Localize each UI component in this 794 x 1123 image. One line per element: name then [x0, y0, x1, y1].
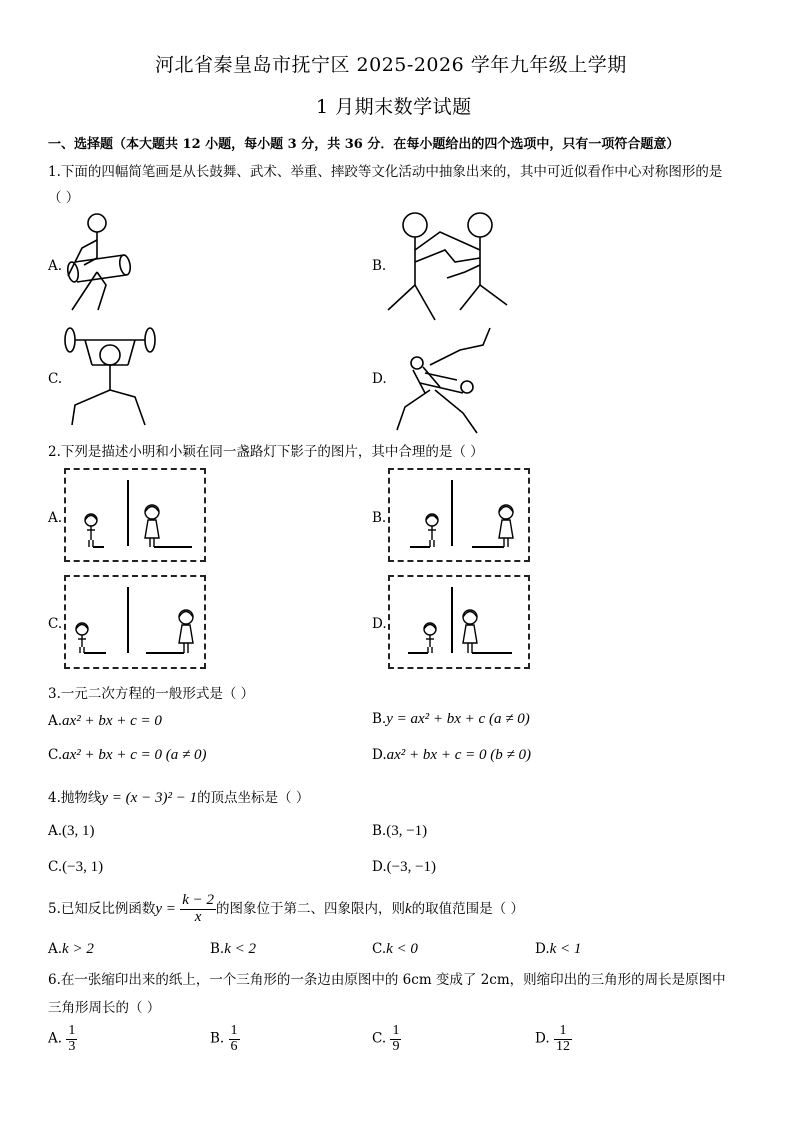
q3-label-b: B.: [372, 711, 387, 727]
q5-option-c: [372, 941, 418, 958]
q4-label-a: A.: [48, 823, 63, 839]
q6-a-den: 3: [68, 1038, 76, 1054]
q1-label-d: D.: [372, 371, 387, 387]
q2-label-a: A.: [48, 510, 63, 526]
q6-option-c: [372, 1024, 401, 1054]
q5-option-a-text: k > 2: [62, 941, 94, 957]
q6-b-den: 6: [230, 1038, 238, 1054]
q3-option-d-text: ax² + bx + c = 0 (b ≠ 0): [386, 747, 531, 763]
q4-stem-post: 的顶点坐标是（ ）: [197, 790, 310, 806]
q1-figure-b-martial-arts: [385, 210, 515, 320]
q3-option-b-text: y = ax² + bx + c (a ≠ 0): [386, 711, 530, 727]
q5-fraction: [180, 893, 216, 926]
q4-option-a: [48, 823, 95, 840]
q5-stem-post: 的图象位于第二、四象限内，则: [216, 900, 405, 917]
q5-stem-pre: 5.已知反比例函数: [48, 900, 156, 917]
q4-option-d-text: (−3, −1): [386, 859, 437, 875]
q6-option-d-frac: [554, 1024, 572, 1054]
q5-option-c-text: k < 0: [386, 941, 418, 957]
q1-label-b: B.: [372, 258, 387, 274]
q6-label-c: C.: [372, 1030, 387, 1047]
q4-stem-pre: 4.抛物线: [48, 790, 102, 806]
q4-option-c-text: (−3, 1): [62, 859, 104, 875]
q1-stem-paren: （ ）: [48, 190, 80, 206]
q3-option-d: [372, 747, 531, 764]
q5-k: k: [405, 900, 412, 917]
q6-label-b: B.: [210, 1030, 225, 1047]
q5-option-d: [535, 941, 581, 958]
q2-stem: 2.下列是描述小明和小颖在同一盏路灯下影子的图片，其中合理的是（ ）: [48, 444, 484, 460]
q4-option-a-text: (3, 1): [62, 823, 95, 839]
q6-option-c-frac: [390, 1024, 401, 1054]
q3-option-c-text: ax² + bx + c = 0 (a ≠ 0): [62, 747, 207, 763]
q3-option-a: [48, 713, 162, 730]
q2-figure-d: [388, 575, 530, 669]
q5-fraction-num: k − 2: [182, 892, 214, 908]
q6-option-b-frac: [229, 1024, 240, 1054]
q2-figure-a: [64, 468, 206, 562]
q6-b-num: 1: [230, 1023, 238, 1038]
q2-label-c: C.: [48, 616, 63, 632]
q6-stem-line1: 6.在一张缩印出来的纸上，一个三角形的一条边由原图中的 6cm 变成了 2cm，则缩印出的三角形的周长是原图中: [48, 972, 726, 988]
q2-label-b: B.: [372, 510, 387, 526]
q6-option-d: [535, 1024, 572, 1054]
q4-option-d: [372, 859, 436, 876]
q5-stem: [48, 893, 524, 926]
q3-label-d: D.: [372, 747, 387, 763]
q5-y-eq: y =: [155, 900, 176, 917]
q4-label-c: C.: [48, 859, 63, 875]
q1-stem: 1.下面的四幅简笔画是从长鼓舞、武术、举重、摔跤等文化活动中抽象出来的，其中可近似看作中心对称图形的是: [48, 164, 723, 180]
q6-option-a: [48, 1024, 77, 1054]
q2-label-d: D.: [372, 616, 387, 632]
q3-stem: 3.一元二次方程的一般形式是（ ）: [48, 686, 255, 702]
q1-figure-a-drum-dance: [60, 210, 150, 320]
q4-option-c: [48, 859, 103, 876]
page-title: 河北省秦皇岛市抚宁区 2025-2026 学年九年级上学期: [155, 54, 627, 76]
q4-option-b: [372, 823, 427, 840]
q5-option-d-text: k < 1: [549, 941, 582, 957]
q1-figure-d-wrestling: [385, 325, 500, 435]
q4-label-d: D.: [372, 859, 387, 875]
q3-label-a: A.: [48, 713, 63, 729]
q3-label-c: C.: [48, 747, 63, 763]
q1-label-a: A.: [48, 258, 63, 274]
q6-stem-line2: 三角形周长的（ ）: [48, 1000, 161, 1016]
q6-a-num: 1: [68, 1023, 76, 1038]
section-heading: 一、选择题（本大题共 12 小题，每小题 3 分，共 36 分．在每小题给出的四个选项中，只有一项符合题意）: [48, 137, 680, 152]
q4-option-b-text: (3, −1): [386, 823, 428, 839]
q5-label-d: D.: [535, 941, 550, 957]
q6-option-b: [210, 1024, 240, 1054]
q3-option-b: [372, 711, 530, 728]
q5-option-b-text: k < 2: [224, 941, 256, 957]
q2-figure-b: [388, 468, 530, 562]
q5-label-c: C.: [372, 941, 387, 957]
q5-stem-end: 的取值范围是（ ）: [411, 900, 524, 917]
q3-option-a-text: ax² + bx + c = 0: [62, 713, 162, 729]
q1-label-c: C.: [48, 371, 63, 387]
q6-c-den: 9: [392, 1038, 400, 1054]
q5-label-b: B.: [210, 941, 225, 957]
q6-label-d: D.: [535, 1030, 550, 1047]
q5-label-a: A.: [48, 941, 63, 957]
q6-label-a: A.: [48, 1030, 63, 1047]
q3-option-c: [48, 747, 206, 764]
q4-stem-math: y = (x − 3)² − 1: [101, 790, 198, 806]
q6-option-a-frac: [66, 1024, 77, 1054]
q6-c-num: 1: [392, 1023, 400, 1038]
page-subtitle: 1 月期末数学试题: [316, 96, 472, 118]
q5-fraction-den: x: [194, 908, 202, 925]
q5-option-b: [210, 941, 256, 958]
q4-stem: [48, 786, 309, 807]
q1-figure-c-weightlifting: [60, 325, 160, 430]
q5-option-a: [48, 941, 94, 958]
q4-label-b: B.: [372, 823, 387, 839]
q6-d-num: 1: [554, 1024, 572, 1040]
q6-d-den: 12: [555, 1038, 570, 1054]
q2-figure-c: [64, 575, 206, 669]
